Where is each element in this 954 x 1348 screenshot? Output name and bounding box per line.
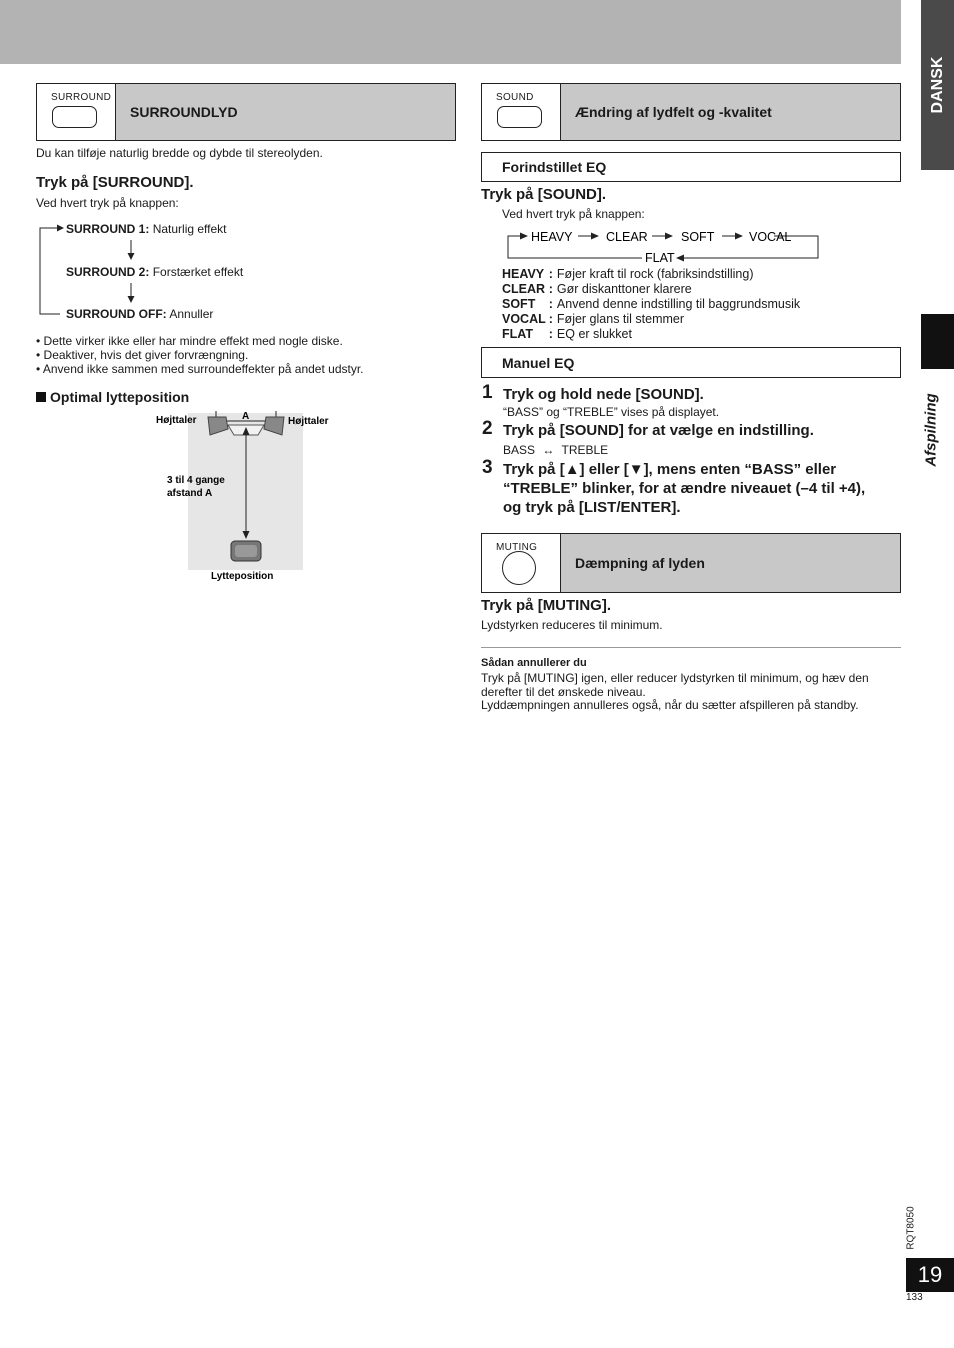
eq-heavy: HEAVY	[531, 230, 573, 244]
surround-mode-1-desc: Naturlig effekt	[152, 222, 227, 236]
eq-cycle-diagram	[500, 226, 825, 268]
cancel-line-1: Tryk på [MUTING] igen, eller reducer lydstyrken til minimum, og hæv den	[481, 671, 869, 685]
step-3-text	[503, 460, 865, 517]
step-2-text: Tryk på [SOUND] for at vælge en indstilling.	[503, 422, 814, 439]
toggle-treble: TREBLE	[561, 443, 609, 457]
surround-title: SURROUNDLYD	[116, 84, 455, 140]
round-button-shape	[502, 551, 536, 585]
surround-each-press: Ved hvert tryk på knappen:	[36, 196, 179, 210]
surround-button-icon	[37, 84, 116, 140]
sound-each-press: Ved hvert tryk på knappen:	[502, 207, 645, 221]
listening-diagram	[150, 405, 329, 587]
table-row: FLAT : EQ er slukket	[502, 327, 632, 341]
step-3-line-1: Tryk på [▲] eller [▼], mens enten “BASS” eller	[503, 461, 837, 478]
surround-mode-1-name: SURROUND 1:	[66, 222, 150, 236]
list-item: • Anvend ikke sammen med surroundeffekter på andet udstyr.	[36, 362, 364, 376]
eq-soft: SOFT	[681, 230, 715, 244]
top-band	[0, 0, 901, 64]
eq-clear: CLEAR	[606, 230, 648, 244]
listener-chair-icon	[231, 541, 261, 561]
language-tab	[921, 0, 954, 170]
toggle-bass: BASS	[503, 443, 536, 457]
muting-icon-label: MUTING	[496, 542, 538, 553]
language-tab-label: DANSK	[928, 56, 946, 114]
muting-press-heading: Tryk på [MUTING].	[481, 597, 612, 614]
surround-mode-off-name: SURROUND OFF:	[66, 307, 167, 321]
page-number: 19	[906, 1258, 954, 1292]
double-arrow-icon: ↔	[542, 443, 555, 457]
muting-header	[481, 533, 901, 593]
sub-page-number: 133	[906, 1292, 923, 1303]
surround-mode-2	[66, 265, 243, 279]
cancel-line-3: Lyddæmpningen annulleres også, når du sætter afspilleren på standby.	[481, 698, 859, 712]
sound-button-icon	[482, 84, 561, 140]
list-item: • Dette virker ikke eller har mindre effekt med nogle diske.	[36, 334, 343, 348]
doc-code: RQT8050	[905, 1206, 917, 1250]
eq-flat: FLAT	[645, 251, 675, 265]
sound-press-heading: Tryk på [SOUND].	[481, 186, 607, 203]
cancel-text	[481, 672, 901, 713]
surround-header	[36, 83, 456, 141]
distance-a-label: A	[242, 411, 250, 422]
divider	[481, 647, 901, 648]
muting-title: Dæmpning af lyden	[561, 534, 900, 592]
optimal-heading-text: Optimal lytteposition	[50, 389, 190, 405]
eq-vocal: VOCAL	[749, 230, 792, 244]
step-2-number: 2	[482, 418, 493, 439]
speaker-left-label: Højttaler	[156, 415, 197, 426]
muting-button-icon	[482, 534, 561, 592]
square-bullet-icon	[36, 392, 46, 402]
eq-definitions	[502, 267, 800, 342]
surround-mode-2-name: SURROUND 2:	[66, 265, 150, 279]
surround-icon-label: SURROUND	[51, 92, 112, 103]
surround-intro: Du kan tilføje naturlig bredde og dybde til stereolyden.	[36, 146, 323, 160]
speaker-right-label: Højttaler	[288, 416, 329, 427]
step-1-sub: “BASS” og “TREBLE” vises på displayet.	[503, 405, 720, 419]
distance-text-1: 3 til 4 gange	[167, 475, 225, 486]
surround-mode-1	[66, 222, 227, 236]
step-3-line-3: og tryk på [LIST/ENTER].	[503, 499, 681, 516]
button-shape	[497, 106, 542, 128]
surround-mode-off-desc: Annuller	[169, 307, 214, 321]
sound-title: Ændring af lydfelt og -kvalitet	[561, 84, 900, 140]
button-shape	[52, 106, 97, 128]
sound-icon-label: SOUND	[496, 92, 534, 103]
table-row: SOFT : Anvend denne indstilling til baggrundsmusik	[502, 297, 801, 311]
optimal-heading	[36, 389, 189, 405]
sound-header	[481, 83, 901, 141]
bass-treble-toggle	[503, 443, 643, 457]
section-tab-label: Afspilning	[922, 393, 940, 467]
table-row: VOCAL : Føjer glans til stemmer	[502, 312, 685, 326]
surround-press-heading: Tryk på [SURROUND].	[36, 174, 194, 191]
cancel-line-2: derefter til det ønskede niveau.	[481, 684, 646, 699]
list-item: • Deaktiver, hvis det giver forvrængning.	[36, 348, 249, 362]
step-1-number: 1	[482, 382, 493, 403]
manual-eq-frame: Manuel EQ	[481, 347, 901, 378]
cancel-heading: Sådan annullerer du	[481, 657, 587, 669]
table-row: CLEAR : Gør diskanttoner klarere	[502, 282, 692, 296]
muting-desc: Lydstyrken reduceres til minimum.	[481, 618, 663, 632]
table-row: HEAVY : Føjer kraft til rock (fabriksindstilling)	[502, 267, 754, 281]
surround-mode-off	[66, 307, 213, 321]
surround-mode-2-desc: Forstærket effekt	[152, 265, 244, 279]
step-1-text: Tryk og hold nede [SOUND].	[503, 386, 704, 403]
listening-position-label: Lytteposition	[211, 571, 274, 582]
section-tab	[916, 385, 946, 475]
section-marker	[921, 314, 954, 369]
distance-text-2: afstand A	[167, 488, 213, 499]
surround-notes	[36, 334, 364, 376]
preset-eq-frame: Forindstillet EQ	[481, 152, 901, 182]
step-3-number: 3	[482, 457, 493, 478]
step-3-line-2: “TREBLE” blinker, for at ændre niveauet (–4 til +4),	[503, 480, 866, 497]
